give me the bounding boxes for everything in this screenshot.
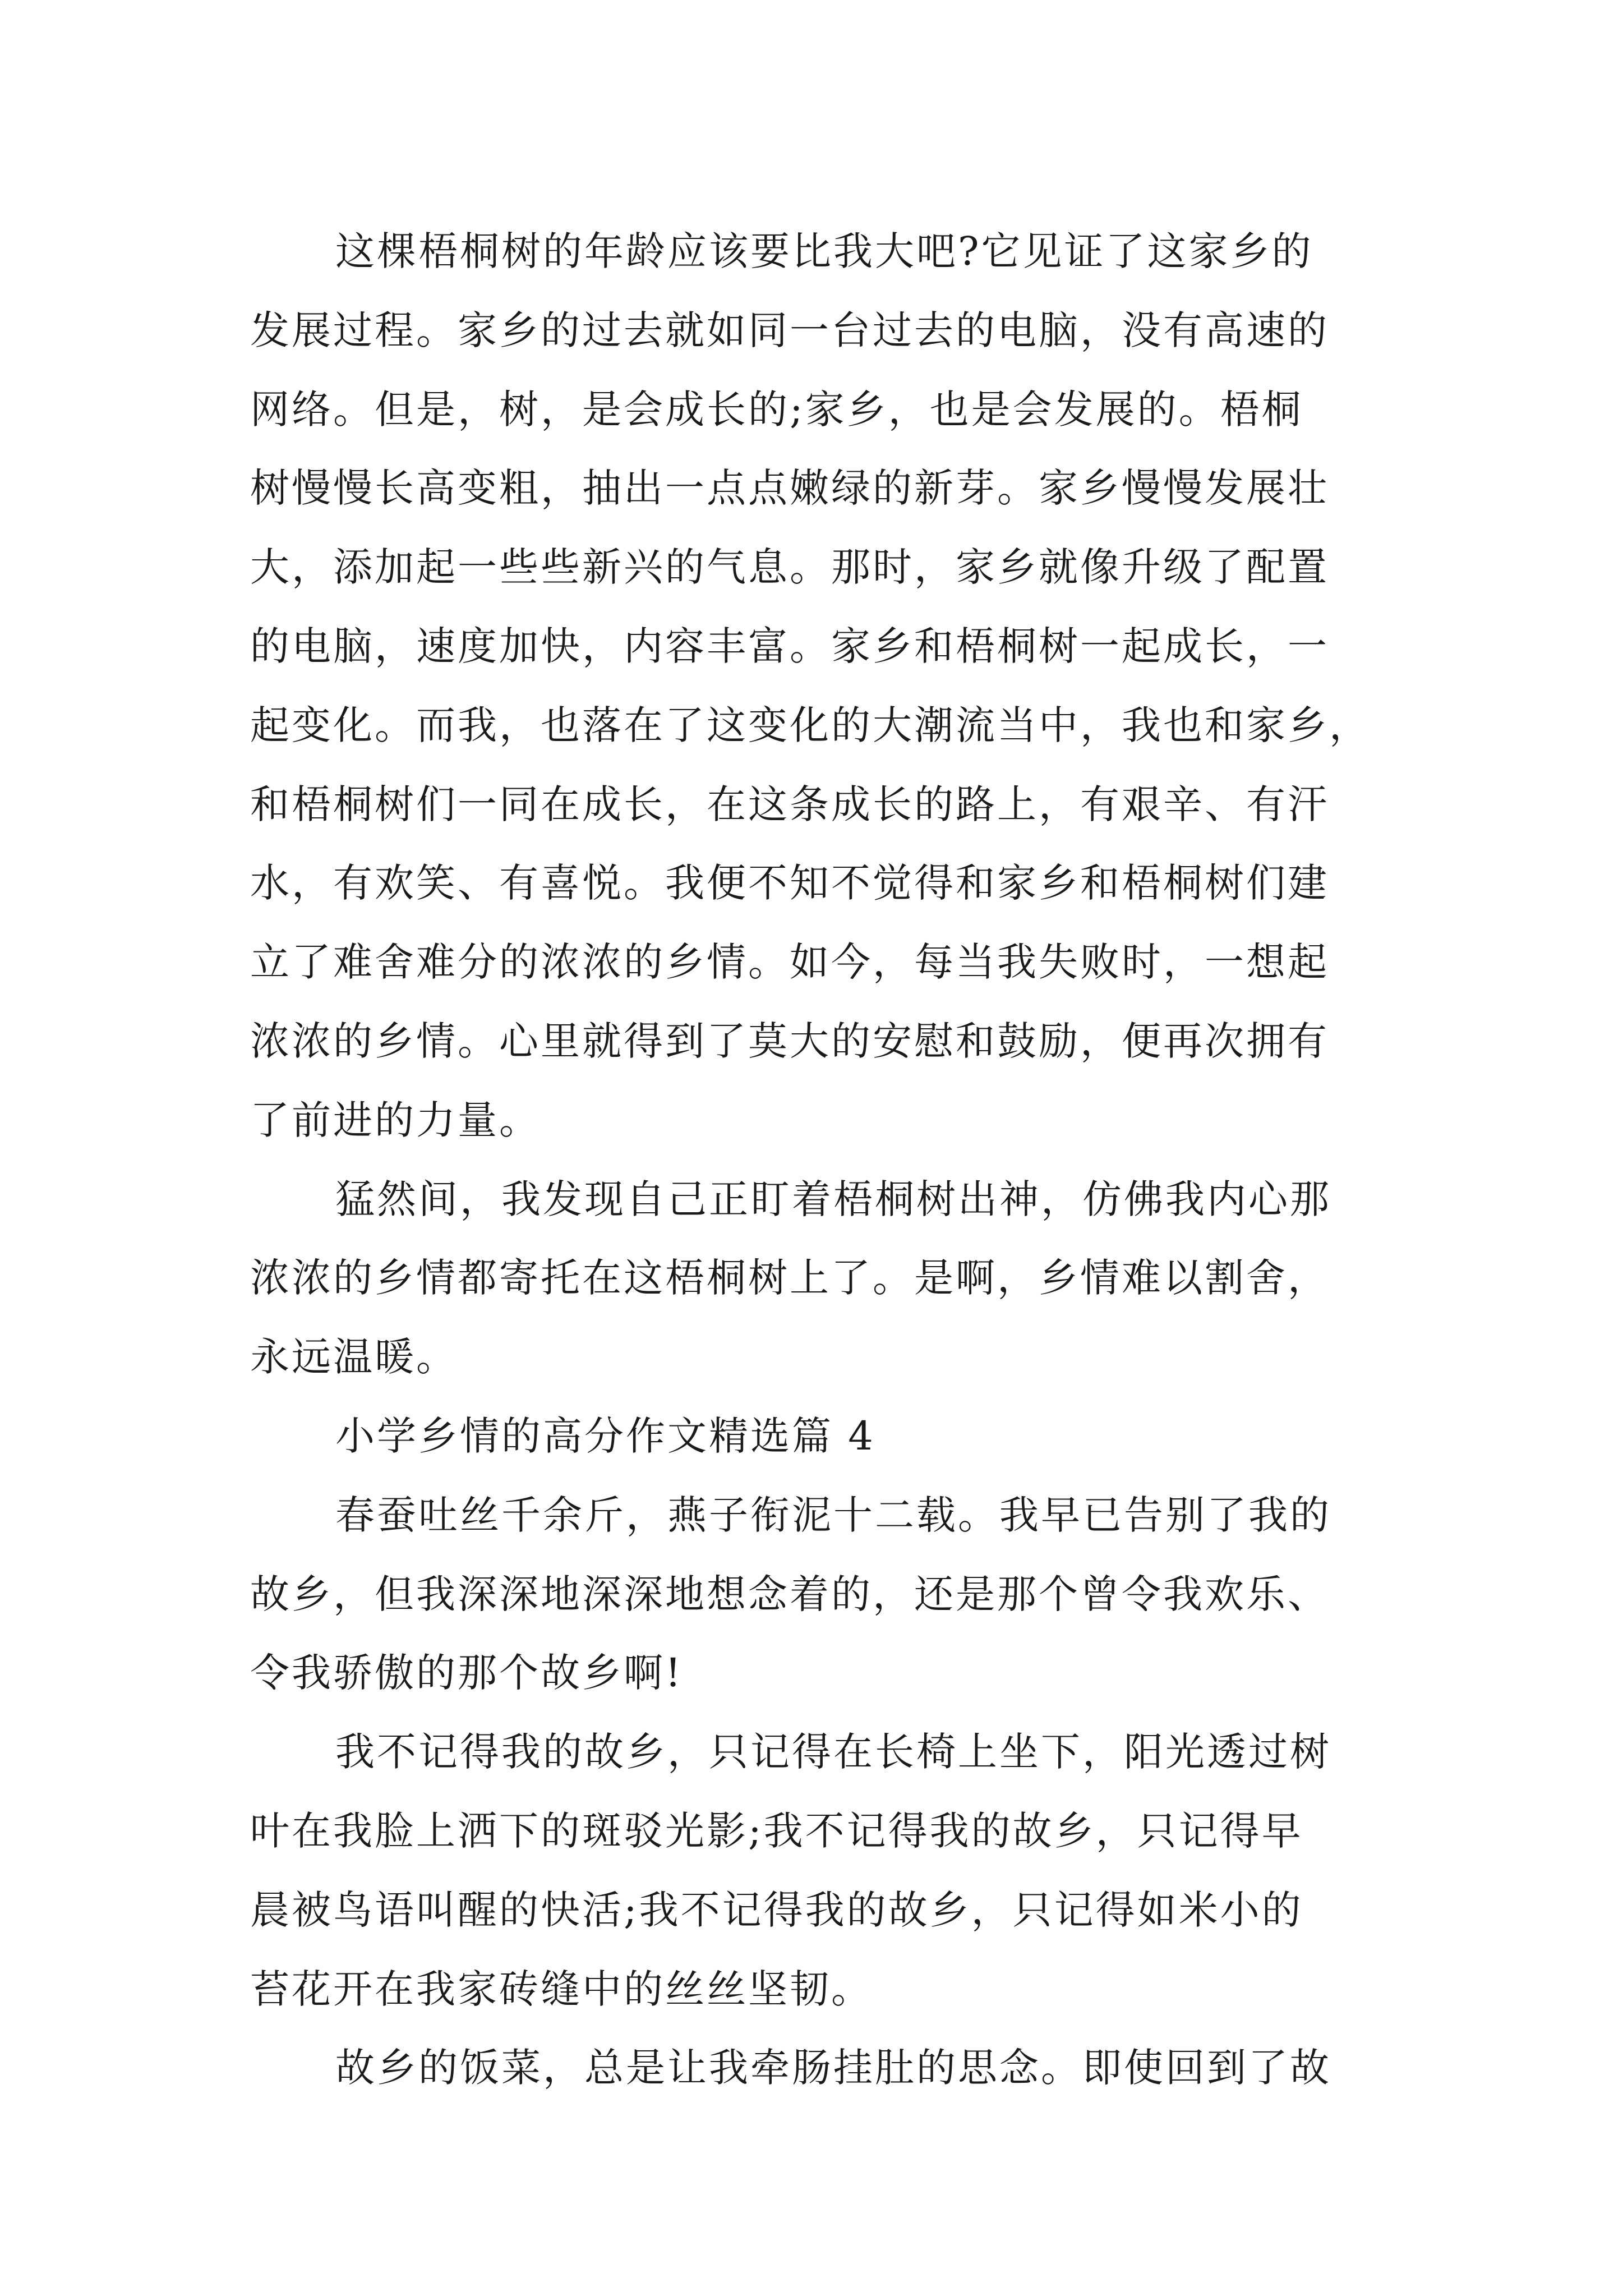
text-line: 水，有欢笑、有喜悦。我便不知不觉得和家乡和梧桐树们建: [250, 860, 1329, 907]
section-heading: 小学乡情的高分作文精选篇 4: [335, 1412, 875, 1459]
body-text: [250, 212, 1372, 2108]
text-line: 浓浓的乡情都寄托在这梧桐树上了。是啊，乡情难以割舍，: [250, 1255, 1329, 1301]
text-line: 立了难舍难分的浓浓的乡情。如今，每当我失败时，一想起: [250, 939, 1329, 986]
text-line: 我不记得我的故乡，只记得在长椅上坐下，阳光透过树: [335, 1729, 1331, 1775]
text-line: 苔花开在我家砖缝中的丝丝坚韧。: [250, 1966, 873, 2012]
text-line: 起变化。而我，也落在了这变化的大潮流当中，我也和家乡，: [250, 702, 1371, 748]
text-line: 浓浓的乡情。心里就得到了莫大的安慰和鼓励，便再次拥有: [250, 1018, 1329, 1064]
text-line: 永远温暖。: [250, 1334, 458, 1381]
text-line: 和梧桐树们一同在成长，在这条成长的路上，有艰辛、有汗: [250, 781, 1329, 827]
text-line: 发展过程。家乡的过去就如同一台过去的电脑，没有高速的: [250, 307, 1329, 353]
text-line: 晨被鸟语叫醒的快活;我不记得我的故乡，只记得如米小的: [250, 1887, 1303, 1933]
text-line: 叶在我脸上洒下的斑驳光影;我不记得我的故乡，只记得早: [250, 1807, 1303, 1854]
text-line: 网络。但是，树，是会成长的;家乡，也是会发展的。梧桐: [250, 386, 1303, 432]
text-line: 树慢慢长高变粗，抽出一点点嫩绿的新芽。家乡慢慢发展壮: [250, 465, 1329, 512]
text-line: 令我骄傲的那个故乡啊!: [250, 1650, 684, 1696]
text-line: 春蚕吐丝千余斤，燕子衔泥十二载。我早已告别了我的: [335, 1492, 1331, 1538]
text-line: 了前进的力量。: [250, 1097, 541, 1143]
text-line: 猛然间，我发现自己正盯着梧桐树出神，仿佛我内心那: [335, 1176, 1331, 1222]
text-line: 这棵梧桐树的年龄应该要比我大吧?它见证了这家乡的: [335, 228, 1313, 274]
text-line: 故乡的饭菜，总是让我牵肠挂肚的思念。即使回到了故: [335, 2045, 1331, 2091]
text-line: 的电脑，速度加快，内容丰富。家乡和梧桐树一起成长，一: [250, 623, 1329, 669]
text-line: 大，添加起一些些新兴的气息。那时，家乡就像升级了配置: [250, 544, 1329, 591]
text-line: 故乡，但我深深地深深地想念着的，还是那个曾令我欢乐、: [250, 1571, 1329, 1617]
